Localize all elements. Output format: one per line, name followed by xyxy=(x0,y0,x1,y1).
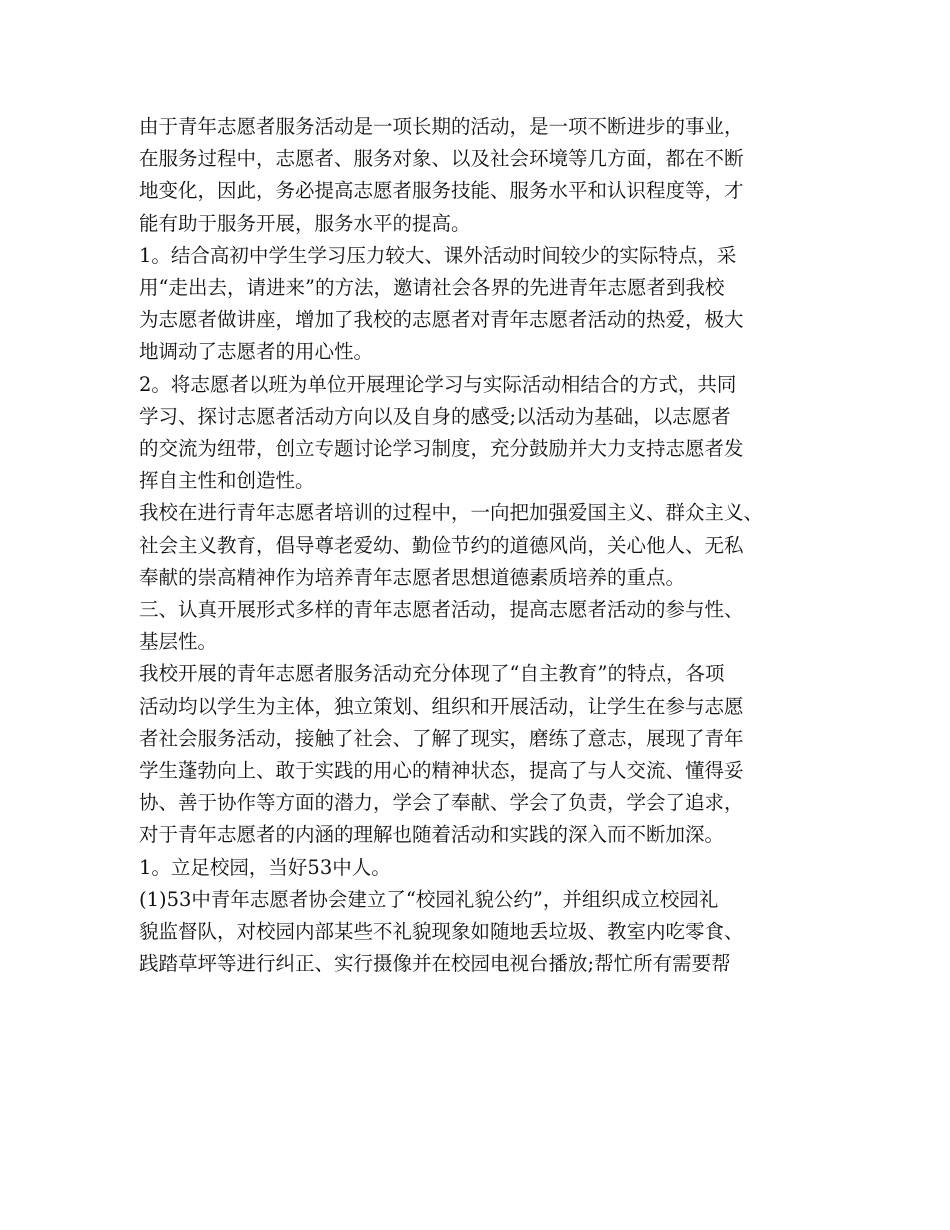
text-line: 为志愿者做讲座，增加了我校的志愿者对青年志愿者活动的热爱，极大 xyxy=(139,308,744,332)
text-line: 奉献的崇高精神作为培养青年志愿者思想道德素质培养的重点。 xyxy=(139,565,686,589)
text-line: 者社会服务活动，接触了社会、了解了现实，磨练了意志，展现了青年 xyxy=(139,726,744,750)
text-line: 社会主义教育，倡导尊老爱幼、勤俭节约的道德风尚，关心他人、无私 xyxy=(139,533,744,557)
text-line: 2。将志愿者以班为单位开展理论学习与实际活动相结合的方式，共同 xyxy=(139,372,737,396)
text-line: 1。结合高初中学生学习压力较大、课外活动时间较少的实际特点，采 xyxy=(139,243,737,267)
text-line: 地变化，因此，务必提高志愿者服务技能、服务水平和认识程度等，才 xyxy=(139,179,744,203)
text-line: 我校在进行青年志愿者培训的过程中，一向把加强爱国主义、群众主义、 xyxy=(139,501,764,525)
text-line: 践踏草坪等进行纠正、实行摄像并在校园电视台播放;帮忙所有需要帮 xyxy=(139,952,731,976)
text-line: 基层性。 xyxy=(139,630,218,654)
text-line: 用“走出去，请进来”的方法，邀请社会各界的先进青年志愿者到我校 xyxy=(139,276,725,300)
text-line: 地调动了志愿者的用心性。 xyxy=(139,340,374,364)
text-line: 三、认真开展形式多样的青年志愿者活动，提高志愿者活动的参与性、 xyxy=(139,598,744,622)
text-line: 挥自主性和创造性。 xyxy=(139,469,315,493)
text-line: 活动均以学生为主体，独立策划、组织和开展活动，让学生在参与志愿 xyxy=(139,694,744,718)
text-line: 1。立足校园，当好53中人。 xyxy=(139,855,391,879)
text-line: 我校开展的青年志愿者服务活动充分体现了“自主教育”的特点，各项 xyxy=(139,662,725,686)
text-line: 学习、探讨志愿者活动方向以及自身的感受;以活动为基础，以志愿者 xyxy=(139,404,731,428)
text-line: (1)53中青年志愿者协会建立了“校园礼貌公约”，并组织成立校园礼 xyxy=(139,887,719,911)
document-body xyxy=(139,111,839,980)
text-line: 在服务过程中，志愿者、服务对象、以及社会环境等几方面，都在不断 xyxy=(139,147,744,171)
text-line: 能有助于服务开展，服务水平的提高。 xyxy=(139,211,471,235)
text-line: 协、善于协作等方面的潜力，学会了奉献、学会了负责，学会了追求， xyxy=(139,791,744,815)
text-line: 貌监督队，对校园内部某些不礼貌现象如随地丢垃圾、教室内吃零食、 xyxy=(139,920,744,944)
text-line: 对于青年志愿者的内涵的理解也随着活动和实践的深入而不断加深。 xyxy=(139,823,725,847)
text-line: 学生蓬勃向上、敢于实践的用心的精神状态，提高了与人交流、懂得妥 xyxy=(139,759,744,783)
text-line: 由于青年志愿者服务活动是一项长期的活动，是一项不断进步的事业， xyxy=(139,115,744,138)
text-line: 的交流为纽带，创立专题讨论学习制度，充分鼓励并大力支持志愿者发 xyxy=(139,437,744,461)
